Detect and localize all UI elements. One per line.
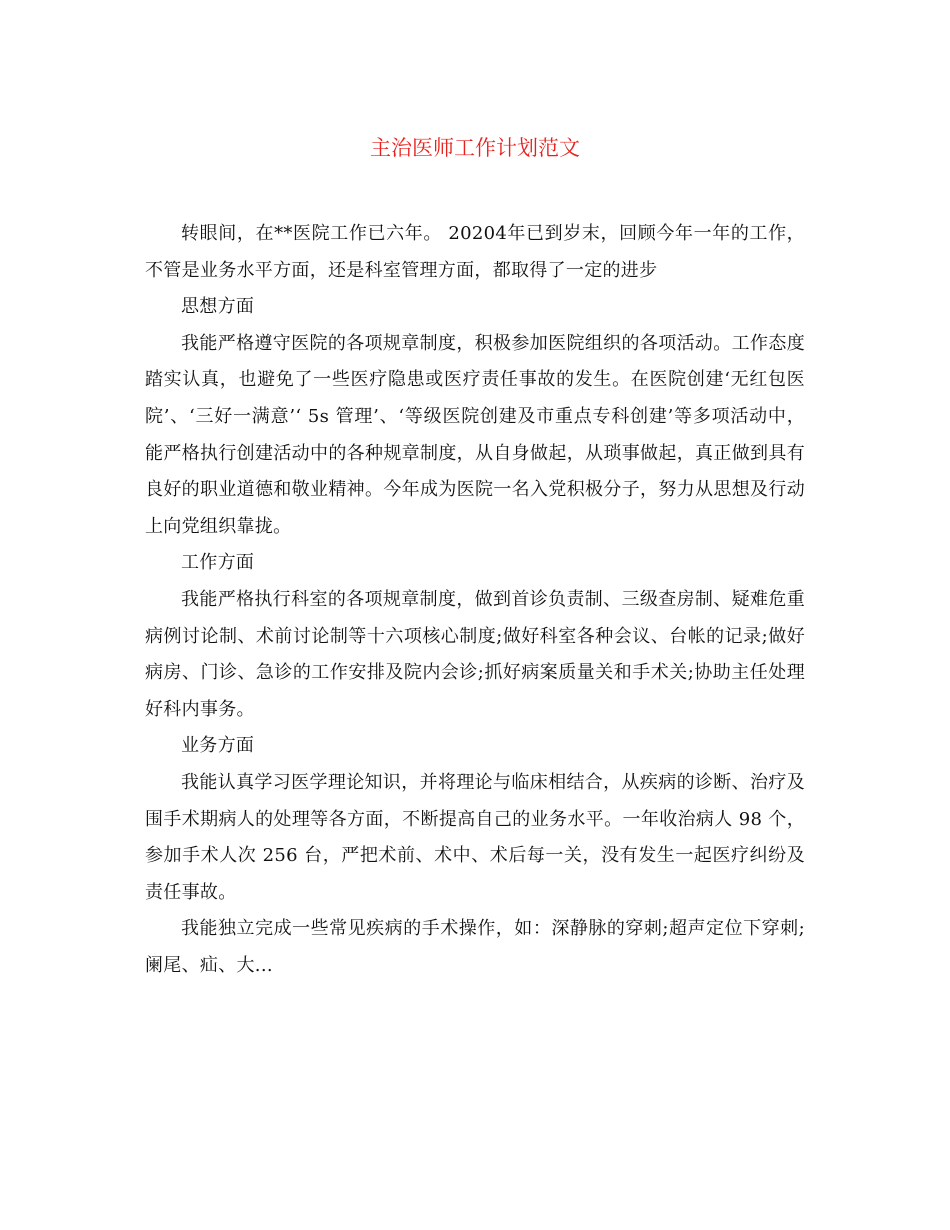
paragraph-business: 我能认真学习医学理论知识，并将理论与临床相结合，从疾病的诊断、治疗及围手术期病人的处理等各方面，不断提高自己的业务水平。一年收治病人 98 个，参加手术人次 256 台，严把术前、术中、术后每一关，没有发生一起医疗纠纷及责任事故。	[145, 771, 805, 903]
section-heading-thought: 思想方面	[181, 296, 255, 318]
section-heading-work: 工作方面	[181, 552, 255, 574]
paragraph-thought: 我能严格遵守医院的各项规章制度，积极参加医院组织的各项活动。工作态度踏实认真，也避免了一些医疗隐患或医疗责任事故的发生。在医院创建‘无红包医院’、‘三好一满意’‘ 5s 管理’、‘等级医院创建及市重点专科创建’等多项活动中，能严格执行创建活动中的各种规章制度，从自身做起，从琐事做起，真正做到具有良好的职业道德和敬业精神。今年成为医院一名入党积极分子，努力从思想及行动上向党组织靠拢。	[145, 332, 805, 537]
paragraph-surgery: 我能独立完成一些常见疾病的手术操作，如：深静脉的穿刺;超声定位下穿刺;阑尾、疝、大...	[145, 918, 805, 976]
document-title: 主治医师工作计划范文	[370, 136, 580, 160]
paragraph-work: 我能严格执行科室的各项规章制度，做到首诊负责制、三级查房制、疑难危重病例讨论制、术前讨论制等十六项核心制度;做好科室各种会议、台帐的记录;做好病房、门诊、急诊的工作安排及院内会诊;抓好病案质量关和手术关;协助主任处理好科内事务。	[145, 588, 805, 720]
document-body	[145, 216, 805, 984]
section-heading-business: 业务方面	[181, 735, 255, 757]
paragraph-intro: 转眼间，在**医院工作已六年。 20204年已到岁末，回顾今年一年的工作，不管是业务水平方面，还是科室管理方面，都取得了一定的进步	[145, 223, 805, 281]
